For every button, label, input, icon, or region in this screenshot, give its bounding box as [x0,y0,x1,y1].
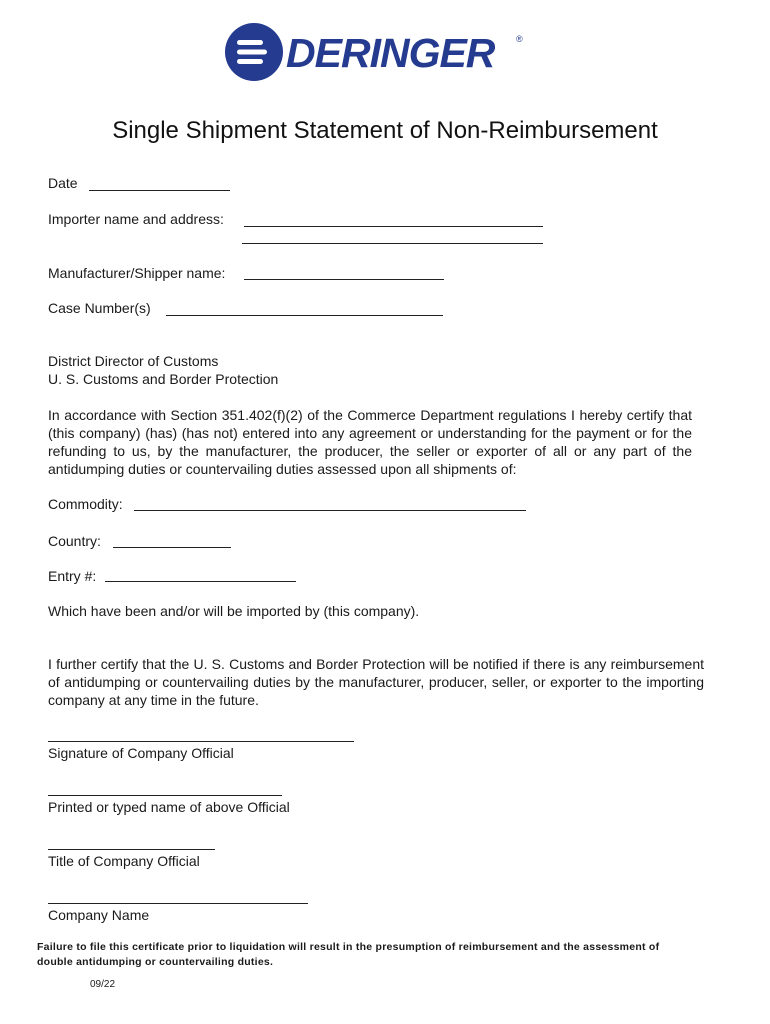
case-number-line[interactable] [166,315,443,316]
deringer-logo [222,20,532,84]
revision-date: 09/22 [90,979,116,990]
printed-name-label: Printed or typed name of above Official [48,799,290,815]
signature-label: Signature of Company Official [48,745,234,761]
importer-label: Importer name and address: [48,211,224,227]
commodity-line[interactable] [134,510,526,511]
manufacturer-line[interactable] [244,279,444,280]
date-label: Date [48,175,78,191]
commodity-label: Commodity: [48,496,123,512]
printed-name-line[interactable] [48,795,282,796]
signature-line[interactable] [48,741,354,742]
manufacturer-label: Manufacturer/Shipper name: [48,265,226,281]
addressee-line-2: U. S. Customs and Border Protection [48,371,279,387]
deringer-logo-mark [222,20,532,84]
certification-paragraph: In accordance with Section 351.402(f)(2) of the Commerce Department regulations I hereby certify that (this company) (has) (has not) entered into any agreement or understanding for the payment or for the refunding to us, by the manufacturer, the producer, the seller or exporter of all or any part of the antidumping duties or countervailing duties assessed upon all shipments of: [48,407,692,477]
date-line[interactable] [89,190,230,191]
registered-mark: ® [516,34,523,44]
importer-line-1[interactable] [244,226,543,227]
imported-by-text: Which have been and/or will be imported by (this company). [48,603,420,619]
footnote-line-1: Failure to file this certificate prior to liquidation will result in the presumption of reimbursement and the assessment of [37,941,660,953]
case-number-label: Case Number(s) [48,300,151,316]
brand-wordmark: DERINGER [286,30,495,76]
entry-line[interactable] [105,581,296,582]
addressee-line-1: District Director of Customs [48,353,219,369]
country-line[interactable] [113,547,231,548]
importer-line-2[interactable] [242,243,543,244]
country-label: Country: [48,533,101,549]
company-name-label: Company Name [48,907,150,923]
company-name-line[interactable] [48,903,308,904]
footnote-line-2: double antidumping or countervailing duties. [37,956,274,968]
official-title-label: Title of Company Official [48,853,200,869]
entry-label: Entry #: [48,568,97,584]
further-certification-paragraph: I further certify that the U. S. Customs and Border Protection will be notified if there is any reimbursement of antidumping or countervailing duties by the manufacturer, producer, seller, or exporter to the importing company at any time in the future. [48,656,704,708]
page-title: Single Shipment Statement of Non-Reimbursement [112,117,658,144]
official-title-line[interactable] [48,849,215,850]
